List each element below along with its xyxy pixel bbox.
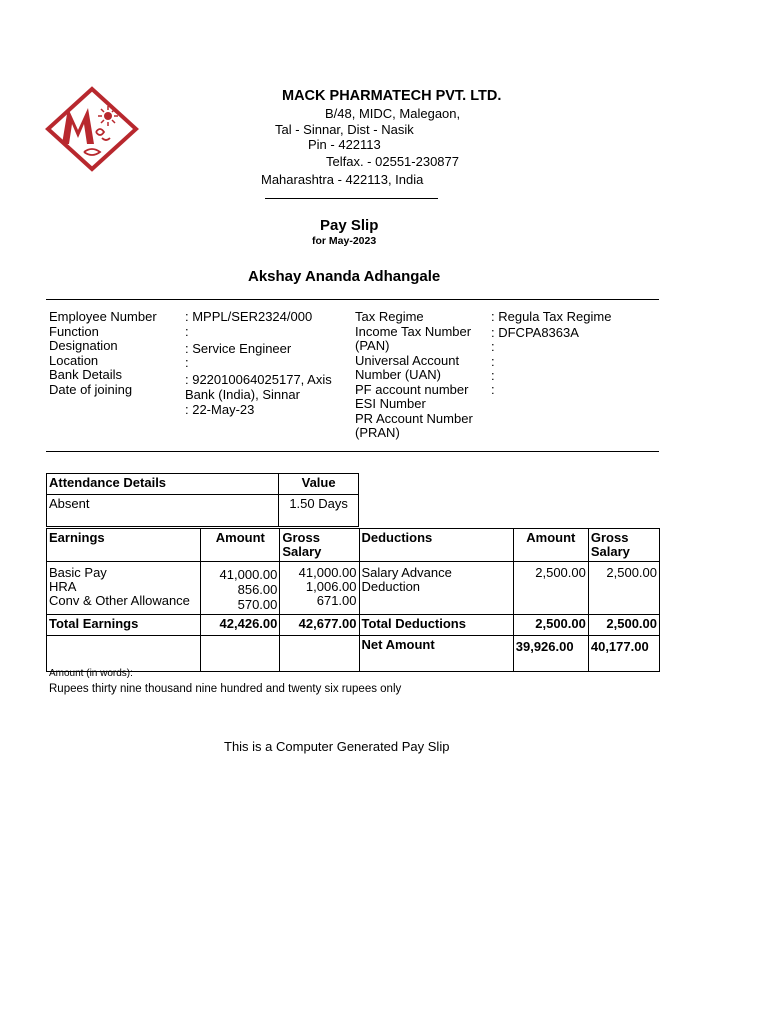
employee-name: Akshay Ananda Adhangale [248, 268, 441, 285]
label-function: Function [49, 323, 99, 339]
amount-conv-allowance: 570.00 [237, 597, 278, 612]
attendance-table [46, 473, 359, 527]
amount-in-words-label: Amount (in words): [49, 668, 133, 679]
label-pan-cont: (PAN) [355, 338, 390, 353]
left-values [185, 310, 332, 418]
label-pan: Income Tax Number [355, 323, 472, 339]
earning-basic-pay: Basic Pay [49, 565, 107, 580]
total-deductions-label: Total Deductions [359, 615, 513, 636]
value-colon-1: : [491, 339, 495, 355]
info-top-divider [46, 299, 659, 300]
value-tax-regime: : Regula Tax Regime [491, 309, 612, 324]
deduction-amount: 2,500.00 [513, 562, 588, 615]
value-pan: : DFCPA8363A [491, 325, 579, 341]
amount-basic-pay: 41,000.00 [219, 567, 278, 582]
label-pran-cont: (PRAN) [355, 425, 400, 440]
deduction-salary-advance: Salary Advance [361, 565, 452, 580]
earnings-amount-header: Amount [201, 529, 280, 562]
label-bank-details: Bank Details [49, 367, 122, 382]
footer-note: This is a Computer Generated Pay Slip [224, 739, 450, 754]
earnings-amounts [201, 562, 280, 615]
total-earnings-label: Total Earnings [47, 615, 201, 636]
label-employee-number: Employee Number [49, 309, 157, 324]
left-labels [49, 310, 157, 397]
value-date-of-joining: : 22-May-23 [185, 402, 255, 417]
value-location: : [185, 355, 189, 370]
earnings-items [47, 562, 201, 615]
label-pran: PR Account Number [355, 410, 473, 426]
attendance-header-label: Attendance Details [47, 474, 279, 495]
gross-conv-allowance: 671.00 [316, 593, 357, 608]
total-earnings-amount: 42,426.00 [201, 615, 280, 636]
salary-items-row [47, 562, 660, 615]
value-employee-number: : MPPL/SER2324/000 [185, 309, 313, 324]
payslip-period: for May-2023 [312, 235, 377, 247]
value-function: : [185, 323, 189, 339]
earning-conv-allowance: Conv & Other Allowance [49, 593, 190, 608]
company-name: MACK PHARMATECH PVT. LTD. [282, 88, 502, 104]
earnings-gross-header: Gross Salary [280, 529, 359, 562]
attendance-row-label: Absent [47, 495, 279, 527]
label-esi: ESI Number [355, 396, 426, 411]
amount-in-words: Rupees thirty nine thousand nine hundred and twenty six rupees only [49, 683, 402, 695]
deductions-header: Deductions [359, 529, 513, 562]
salary-table [46, 528, 660, 672]
telfax: Telfax. - 02551-230877 [326, 154, 459, 169]
amount-hra: 856.00 [237, 582, 278, 597]
address-line-3: Pin - 422113 [308, 137, 381, 152]
address-line-1: B/48, MIDC, Malegaon, [325, 106, 461, 121]
net-amount-value: 39,926.00 [513, 636, 588, 672]
net-amount-row [47, 636, 660, 672]
earnings-gross [280, 562, 359, 615]
label-date-of-joining: Date of joining [49, 381, 133, 397]
state-line: Maharashtra - 422113, India [261, 172, 424, 187]
earning-hra: HRA [49, 579, 77, 594]
empty-cell-2 [201, 636, 280, 672]
attendance-row [47, 495, 359, 527]
value-colon-4: : [491, 382, 495, 398]
payslip-title: Pay Slip [320, 217, 379, 234]
gross-hra: 1,006.00 [305, 579, 357, 594]
total-earnings-gross: 42,677.00 [280, 615, 359, 636]
total-deductions-amount: 2,500.00 [513, 615, 588, 636]
value-designation: : Service Engineer [185, 340, 292, 356]
value-bank-details-cont: Bank (India), Sinnar [185, 386, 300, 402]
net-amount-gross: 40,177.00 [588, 636, 659, 672]
deduction-salary-advance-cont: Deduction [361, 579, 421, 594]
header-underline [265, 198, 438, 199]
value-colon-2: : [491, 353, 495, 369]
label-designation: Designation [49, 338, 118, 353]
value-bank-details: : 922010064025177, Axis [185, 372, 332, 387]
deductions-items [359, 562, 513, 615]
right-labels [355, 310, 473, 441]
attendance-row-value: 1.50 Days [279, 495, 359, 527]
attendance-header-value: Value [279, 474, 359, 495]
value-colon-3: : [491, 367, 495, 383]
label-pf-account: PF account number [355, 381, 469, 397]
label-tax-regime: Tax Regime [355, 309, 424, 324]
empty-cell-1 [47, 636, 201, 672]
earnings-header: Earnings [47, 529, 201, 562]
salary-header-row [47, 529, 660, 562]
address-line-2: Tal - Sinnar, Dist - Nasik [275, 122, 414, 137]
salary-totals-row [47, 615, 660, 636]
label-location: Location [49, 352, 99, 368]
deduction-gross: 2,500.00 [588, 562, 659, 615]
right-values [491, 310, 611, 397]
label-uan-cont: Number (UAN) [355, 367, 441, 382]
attendance-header-row [47, 474, 359, 495]
company-logo [44, 86, 140, 174]
net-amount-label: Net Amount [359, 636, 513, 672]
empty-cell-3 [280, 636, 359, 672]
deductions-amount-header: Amount [513, 529, 588, 562]
deductions-gross-header: Gross Salary [588, 529, 659, 562]
label-uan: Universal Account [355, 352, 460, 368]
info-bottom-divider [46, 451, 659, 452]
total-deductions-gross: 2,500.00 [588, 615, 659, 636]
gross-basic-pay: 41,000.00 [298, 565, 357, 580]
